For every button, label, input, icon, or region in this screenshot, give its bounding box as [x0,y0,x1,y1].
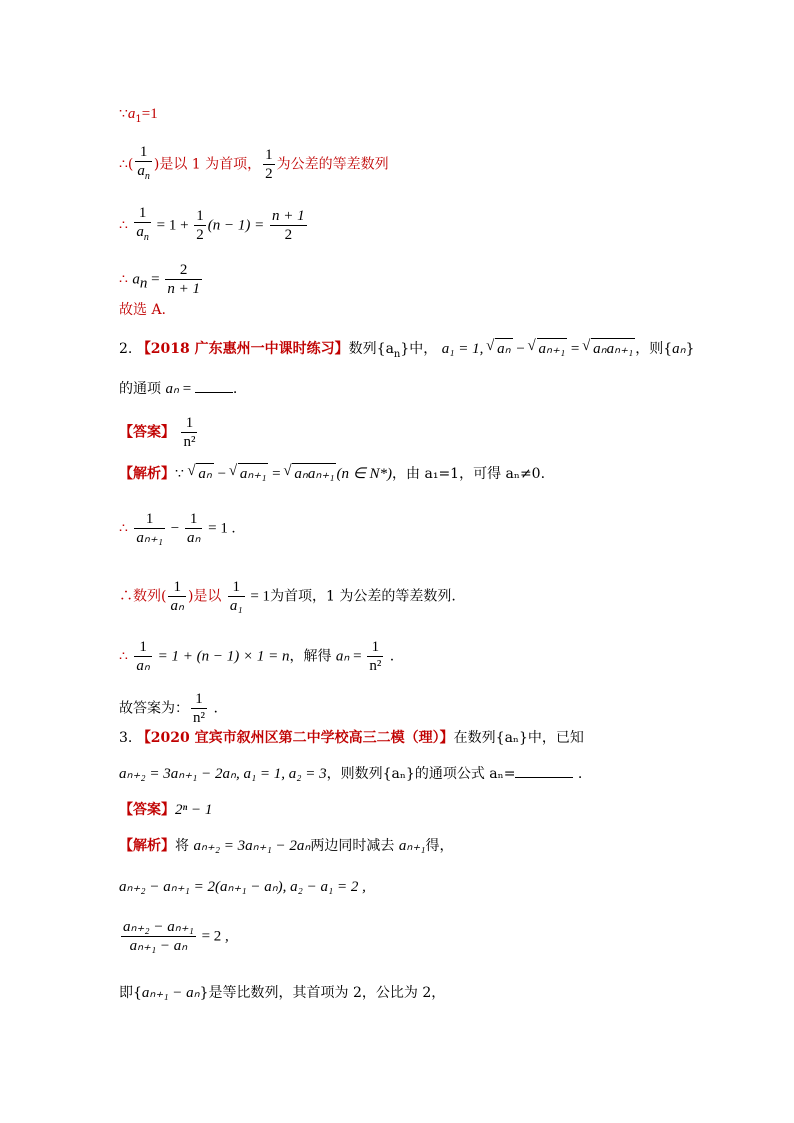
fraction-1-over-sqrt-an: $\frac{1}{\text{aₙ}}$ [186,511,201,546]
line-an-result: ∴ $a_n$ = $\frac{2}{n + 1}$ [119,262,200,297]
line-given-a1: $\because a_1=1$ [119,106,158,125]
fraction-difference-ratio: $\frac{\text{aₙ₊₂ − aₙ₊₁}}{\text{aₙ₊₁ − aₙ}}$ [123,919,194,954]
question-3-solution-line2: aₙ₊₂ − aₙ₊₁ = 2(aₙ₊₁ − aₙ), a₂ − a₁ = 2 , [119,879,366,895]
fraction-one-half: $\frac{1}{2}$ [265,147,273,182]
question-3-solution-line4: 即{aₙ₊₁ − aₙ}是等比数列，其首项为 2，公比为 2， [119,985,446,1001]
line-choose-a: 故选 A. [119,302,167,318]
fraction-1-over-n-squared: $\frac{1}{\text{n²}}$ [193,691,205,726]
fraction-1-over-sqrt-a1: $\frac{1}{\text{a₁}}$ [229,579,243,614]
question-3-solution-line3: $\frac{\text{aₙ₊₂ − aₙ₊₁}}{\text{aₙ₊₁ − aₙ}}$ = 2 , [123,919,229,954]
question-2-solution-line1: 【解析】∵ √ aₙ − √ aₙ₊₁ = √ aₙaₙ₊₁ (n ∈ N*)，由 a₁=1，可得 aₙ≠0. [119,463,545,484]
fraction-1-over-n-squared: $\frac{1}{\text{n²}}$ [183,415,196,450]
fraction-n-plus-1-over-2: $\frac{n + 1}{2}$ [272,208,305,243]
question-2-answer: 【答案】 $\frac{1}{\text{n²}}$ [119,415,196,450]
question-2-solution-line2: ∴ $\frac{1}{\text{aₙ₊₁}}$ − $\frac{1}{\text{aₙ}}$ = 1 . [119,511,236,546]
fraction-1-over-sqrt-an: $\frac{1}{\text{aₙ}}$ [136,639,150,674]
fraction-2-over-n-plus-1: $\frac{2}{n + 1}$ [167,262,200,297]
line-reciprocal-arithmetic: ∴( $\frac{1}{a_n}$ )是以 1 为首项， $\frac{1}{2}$ 为公差的等差数列 [119,143,389,186]
question-2-solution-line3: ∴数列( $\frac{1}{\text{aₙ}}$ )是以 $\frac{1}{\text{a₁}}$ = 1为首项，1 为公差的等差数列. [119,579,456,614]
question-2-source: 【2018 广东惠州一中课时练习】 [136,341,349,357]
fraction-1-over-an: $\frac{1}{a_n}$ [136,205,149,243]
question-2-solution-line4: ∴ $\frac{1}{\text{aₙ}}$ = 1 + (n − 1) × 1 = n，解得 aₙ = $\frac{1}{\text{n²}}$ . [119,639,395,674]
fraction-1-over-sqrt-an: $\frac{1}{\text{aₙ}}$ [170,579,184,614]
question-3-stem: 3. 【2020 宜宾市叙州区第二中学校高三二模（理）】在数列{aₙ}中，已知 [119,730,584,746]
question-3-solution-line1: 【解析】将 aₙ₊₂ = 3aₙ₊₁ − 2aₙ两边同时减去 aₙ₊₁得， [119,838,454,854]
line-reciprocal-formula: ∴ $\frac{1}{a_n}$ = 1 + $\frac{1}{2}$ (n − 1) = $\frac{n + 1}{2}$ [119,204,309,247]
fraction-1-over-sqrt-an1: $\frac{1}{\text{aₙ₊₁}}$ [136,511,163,546]
question-2-stem-line2: 的通项 aₙ = . [119,381,238,397]
question-3-stem-line2: aₙ₊₂ = 3aₙ₊₁ − 2aₙ, a₁ = 1, a₂ = 3，则数列{aₙ}的通项公式 aₙ= . [119,766,583,782]
question-2-stem: 2. 【2018 广东惠州一中课时练习】数列$\{a_n\}$中， a₁ = 1, √ aₙ − √ aₙ₊₁ = √ aₙaₙ₊₁ ，则{aₙ} [119,338,695,365]
fraction-1-over-n-squared: $\frac{1}{\text{n²}}$ [369,639,382,674]
question-3-source: 【2020 宜宾市叙州区第二中学校高三二模（理）】 [136,730,454,746]
question-3-answer: 【答案】2ⁿ − 1 [119,802,213,818]
answer-blank [515,777,573,778]
fraction-1-over-an: $\frac{1}{a_n}$ [137,144,150,182]
fraction-one-half: $\frac{1}{2}$ [196,208,204,243]
question-2-final-answer: 故答案为： $\frac{1}{\text{n²}}$ . [119,691,218,726]
answer-blank [195,392,233,393]
